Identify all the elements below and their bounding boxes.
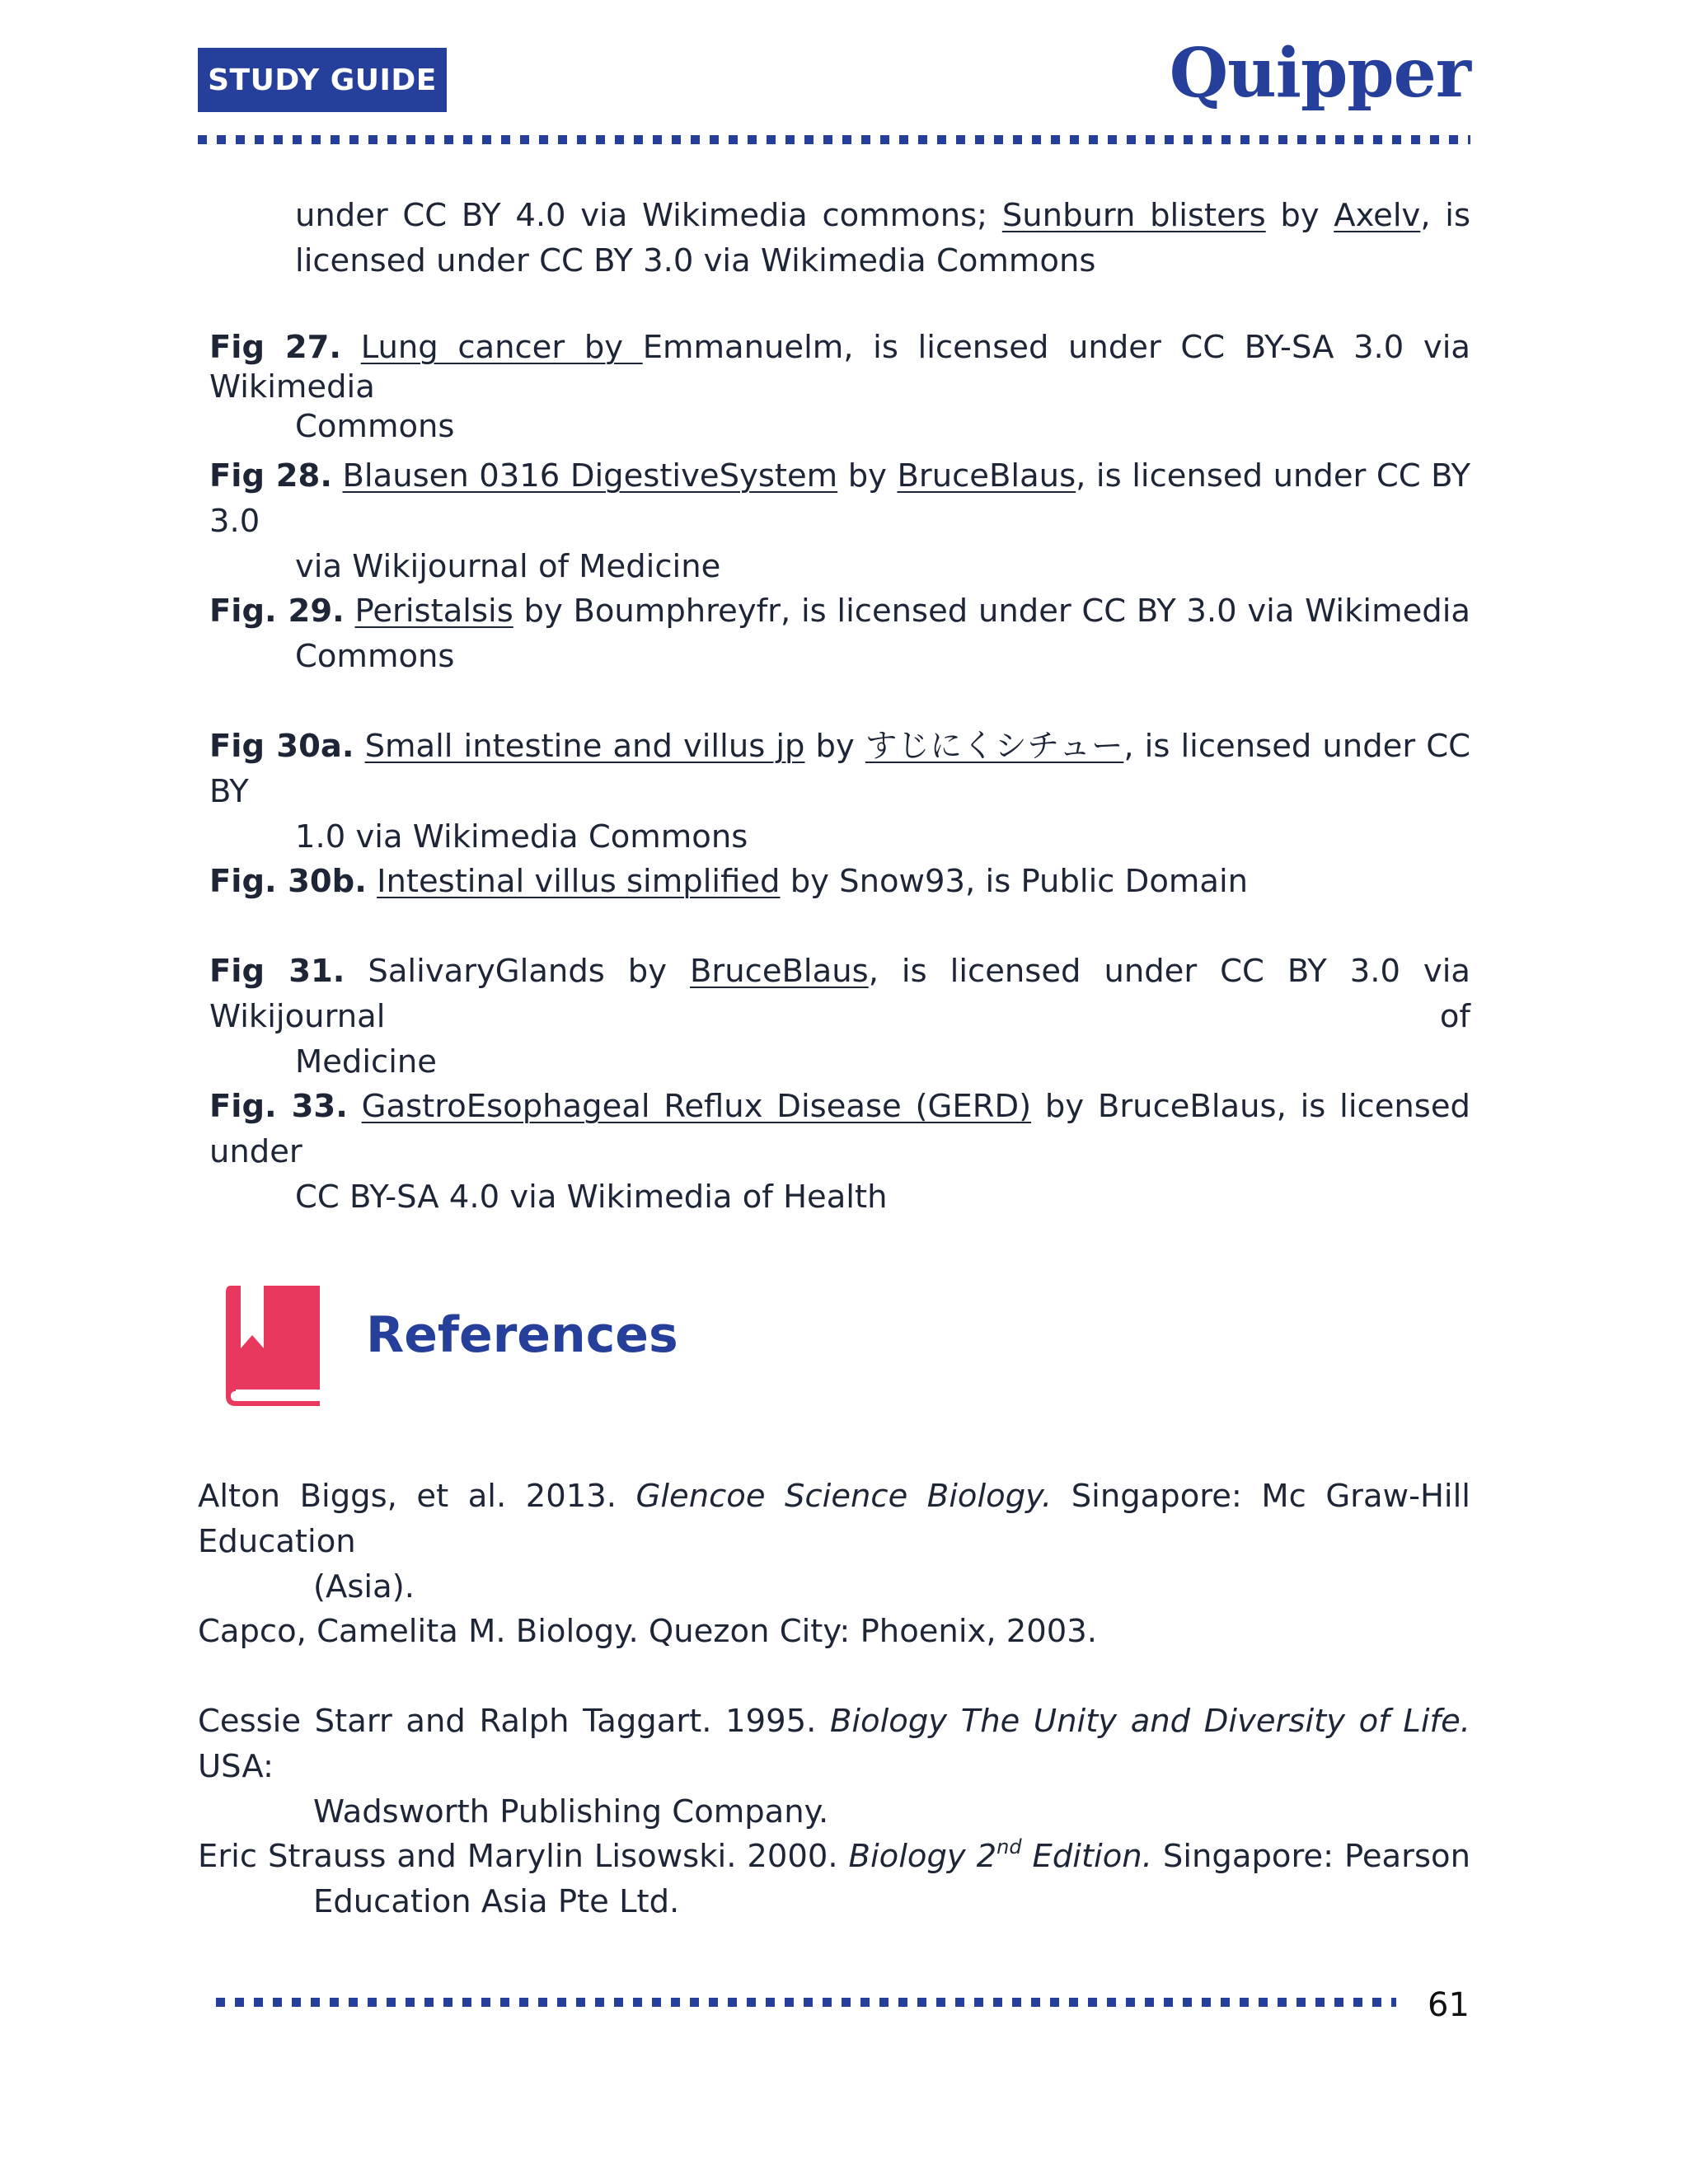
- figure-credit-27: Fig 27. Lung cancer by Emmanuelm, is licensed under CC BY-SA 3.0 via Wikimedia Commons: [209, 329, 1470, 445]
- bruceblaus-link-2[interactable]: BruceBlaus: [690, 953, 869, 990]
- header-dotted-divider: [198, 135, 1470, 144]
- figure-credit-33: Fig. 33. GastroEsophageal Reflux Disease (GERD) by BruceBlaus, is licensed under CC BY-SA 4.0 via Wikimedia of Health: [209, 1088, 1470, 1216]
- footer-dotted-divider: [216, 1998, 1396, 2007]
- bookmark-book-icon: [223, 1282, 326, 1406]
- intestinal-villus-link[interactable]: Intestinal villus simplified: [377, 863, 781, 900]
- figure-credit-continuation: under CC BY 4.0 via Wikimedia commons; Sunburn blisters by Axelv, is licensed under CC BY 3.0 via Wikimedia Commons: [295, 197, 1470, 279]
- gerd-link[interactable]: GastroEsophageal Reflux Disease (GERD): [361, 1088, 1032, 1125]
- quipper-logo: Quipper: [1169, 34, 1470, 113]
- bruceblaus-link[interactable]: BruceBlaus: [897, 457, 1076, 494]
- reference-capco: Capco, Camelita M. Biology. Quezon City: Phoenix, 2003.: [198, 1613, 1098, 1650]
- reference-starr-taggart: Cessie Starr and Ralph Taggart. 1995. Biology The Unity and Diversity of Life. USA: Wadsworth Publishing Company.: [198, 1703, 1470, 1830]
- study-guide-badge: STUDY GUIDE: [198, 48, 447, 112]
- reference-biggs: Alton Biggs, et al. 2013. Glencoe Science Biology. Singapore: Mc Graw-Hill Education (Asia).: [198, 1478, 1470, 1605]
- lung-cancer-link[interactable]: Lung cancer by: [360, 329, 643, 366]
- references-heading: References: [366, 1306, 678, 1364]
- author-japanese-link[interactable]: すじにくシチュー: [865, 728, 1124, 765]
- figure-credit-28: Fig 28. Blausen 0316 DigestiveSystem by BruceBlaus, is licensed under CC BY 3.0 via Wikijournal of Medicine: [209, 457, 1470, 585]
- figure-credit-30b: Fig. 30b. Intestinal villus simplified by Snow93, is Public Domain: [209, 863, 1249, 900]
- sunburn-blisters-link[interactable]: Sunburn blisters: [1001, 197, 1266, 234]
- figure-credit-31: Fig 31. SalivaryGlands by BruceBlaus, is licensed under CC BY 3.0 via Wikijournal of Medicine: [209, 953, 1470, 1080]
- small-intestine-link[interactable]: Small intestine and villus jp: [364, 728, 805, 765]
- reference-strauss-lisowski: Eric Strauss and Marylin Lisowski. 2000. Biology 2nd Edition. Singapore: Pearson Education Asia Pte Ltd.: [198, 1835, 1470, 1920]
- blausen-digestive-link[interactable]: Blausen 0316 DigestiveSystem: [342, 457, 838, 494]
- figure-credit-29: Fig. 29. Peristalsis by Boumphreyfr, is licensed under CC BY 3.0 via Wikimedia Commons: [209, 593, 1470, 675]
- figure-credit-30a: Fig 30a. Small intestine and villus jp by すじにくシチュー, is licensed under CC BY 1.0 via Wikimedia Commons: [209, 728, 1470, 855]
- peristalsis-link[interactable]: Peristalsis: [354, 593, 513, 630]
- axelv-link[interactable]: Axelv: [1334, 197, 1421, 234]
- page-number: 61: [1428, 1986, 1470, 2024]
